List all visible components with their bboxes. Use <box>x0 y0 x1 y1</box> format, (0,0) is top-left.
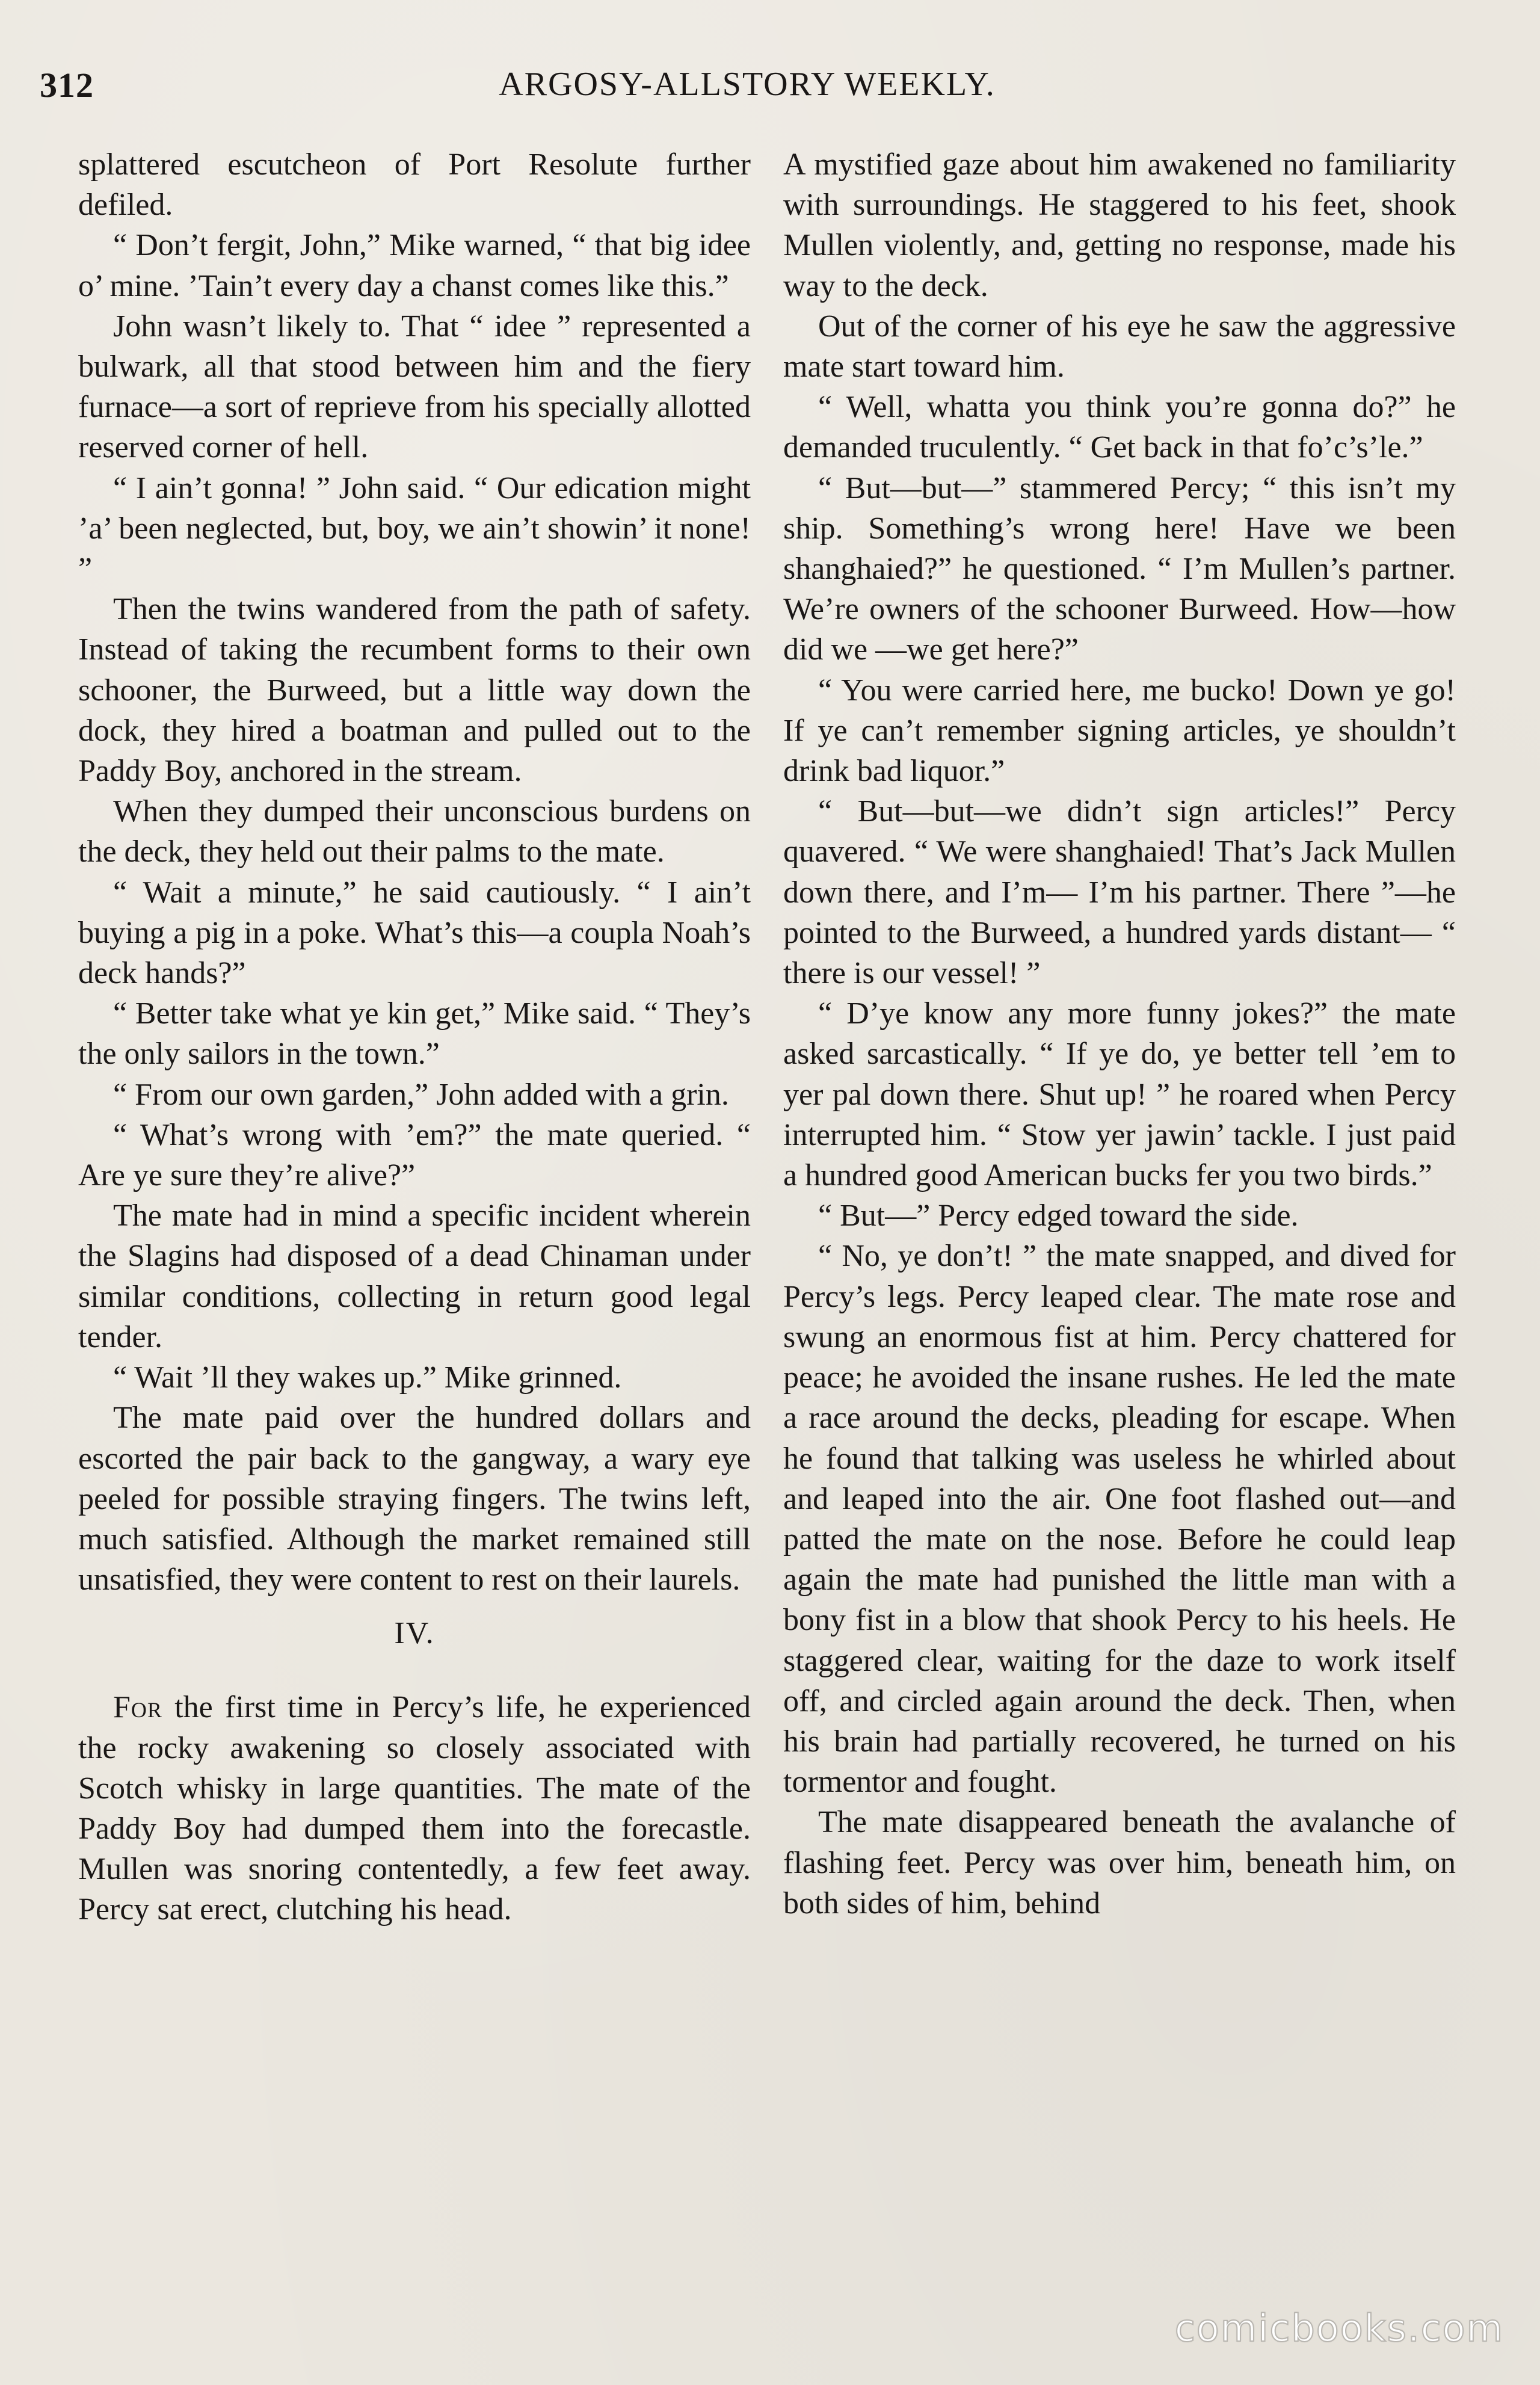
paragraph: Then the twins wandered from the path of safety. Instead of taking the recumbent forms to their own schooner, the Burweed, but a little way down the dock, they hired a boatman and pulled out to the Paddy Boy, anchored in the stream. <box>78 592 751 789</box>
left-column <box>78 144 751 2286</box>
paragraph: “ I ain’t gonna! ” John said. “ Our edication might ’a’ been neglected, but, boy, we ain’t showin’ it none! ” <box>78 471 751 587</box>
paragraph: “ But—but—we didn’t sign articles!” Percy quavered. “ We were shanghaied! That’s Jack Mullen down there, and I’m— I’m his partner. There ”—he pointed to the Burweed, a hundred yards distant— “ there is our vessel! ” <box>783 794 1456 991</box>
paragraph: “ D’ye know any more funny jokes?” the mate asked sarcastically. “ If ye do, ye better tell ’em to yer pal down there. Shut up! ” he roared when Percy interrupted him. “ Stow yer jawin’ tackle. I just paid a hundred good American bucks fer you two birds.” <box>783 996 1456 1193</box>
paragraph: The mate had in mind a specific incident wherein the Slagins had disposed of a dead Chinaman under similar conditions, collecting in return good legal tender. <box>78 1199 751 1354</box>
paragraph: When they dumped their unconscious burdens on the deck, they held out their palms to the mate. <box>78 794 751 869</box>
paragraph: “ But—but—” stammered Percy; “ this isn’t my ship. Something’s wrong here! Have we been shanghaied?” he questioned. “ I’m Mullen’s partner. We’re owners of the schooner Burweed. How—how did we —we get here?” <box>783 471 1456 667</box>
section-opening-paragraph <box>78 1687 751 1930</box>
paragraph: splattered escutcheon of Port Resolute further defiled. <box>78 147 751 223</box>
paragraph: “ Wait a minute,” he said cautiously. “ I ain’t buying a pig in a poke. What’s this—a coupla Noah’s deck hands?” <box>78 875 751 991</box>
watermark: comicbooks.com <box>1174 2306 1504 2350</box>
page-header <box>40 65 1455 119</box>
running-head: ARGOSY-ALLSTORY WEEKLY. <box>499 66 996 103</box>
paragraph: “ Well, whatta you think you’re gonna do?” he demanded truculently. “ Get back in that fo’c’s’le.” <box>783 390 1456 465</box>
paragraph: “ Don’t fergit, John,” Mike warned, “ that big idee o’ mine. ’Tain’t every day a chanst comes like this.” <box>78 228 751 303</box>
section-heading: IV. <box>394 1616 435 1651</box>
paragraph: “ From our own garden,” John added with a grin. <box>113 1077 729 1112</box>
paragraph: “ What’s wrong with ’em?” the mate queried. “ Are ye sure they’re alive?” <box>78 1117 751 1193</box>
page-number: 312 <box>40 66 94 105</box>
paragraph-text: the first time in Percy’s life, he experienced the rocky awakening so closely associated with Scotch whisky in large quantities. The mate of the Paddy Boy had dumped them into the forecastle. Mullen was snoring contentedly, a few feet away. Percy sat erect, clutching his head. <box>78 1690 751 1927</box>
paragraph: “ Wait ’ll they wakes up.” Mike grinned. <box>113 1360 622 1395</box>
paragraph: “ Better take what ye kin get,” Mike said. “ They’s the only sailors in the town.” <box>78 996 751 1072</box>
paragraph: John wasn’t likely to. That “ idee ” represented a bulwark, all that stood between him and the fiery furnace—a sort of reprieve from his specially allotted reserved corner of hell. <box>78 309 751 465</box>
paragraph: The mate disappeared beneath the avalanche of flashing feet. Percy was over him, beneath him, on both sides of him, behind <box>783 1805 1456 1921</box>
paragraph: “ But—” Percy edged toward the side. <box>818 1199 1299 1233</box>
paragraph: A mystified gaze about him awakened no familiarity with surroundings. He staggered to his feet, shook Mullen violently, and, getting no response, made his way to the deck. <box>783 147 1456 303</box>
paragraph: Out of the corner of his eye he saw the aggressive mate start toward him. <box>783 309 1456 384</box>
right-column <box>783 144 1456 2286</box>
text-columns <box>78 144 1456 2286</box>
lead-word: For <box>113 1690 162 1725</box>
paragraph: The mate paid over the hundred dollars and escorted the pair back to the gangway, a wary eye peeled for possible straying fingers. The twins left, much satisfied. Although the market remained still unsatisfied, they were content to rest on their laurels. <box>78 1401 751 1597</box>
paragraph: “ You were carried here, me bucko! Down ye go! If ye can’t remember signing articles, ye shouldn’t drink bad liquor.” <box>783 673 1456 789</box>
paragraph: “ No, ye don’t! ” the mate snapped, and dived for Percy’s legs. Percy leaped clear. The mate rose and swung an enormous fist at him. Percy chattered for peace; he avoided the insane rushes. He led the mate a race around the decks, pleading for escape. When he found that talking was useless he whirled about and leaped into the air. One foot flashed out—and patted the mate on the nose. Before he could leap again the mate had punished the little man with a bony fist in a blow that shook Percy to his heels. He staggered clear, waiting for the daze to work itself off, and circled again around the deck. Then, when his brain had partially recovered, he turned on his tormentor and fought. <box>783 1239 1456 1800</box>
